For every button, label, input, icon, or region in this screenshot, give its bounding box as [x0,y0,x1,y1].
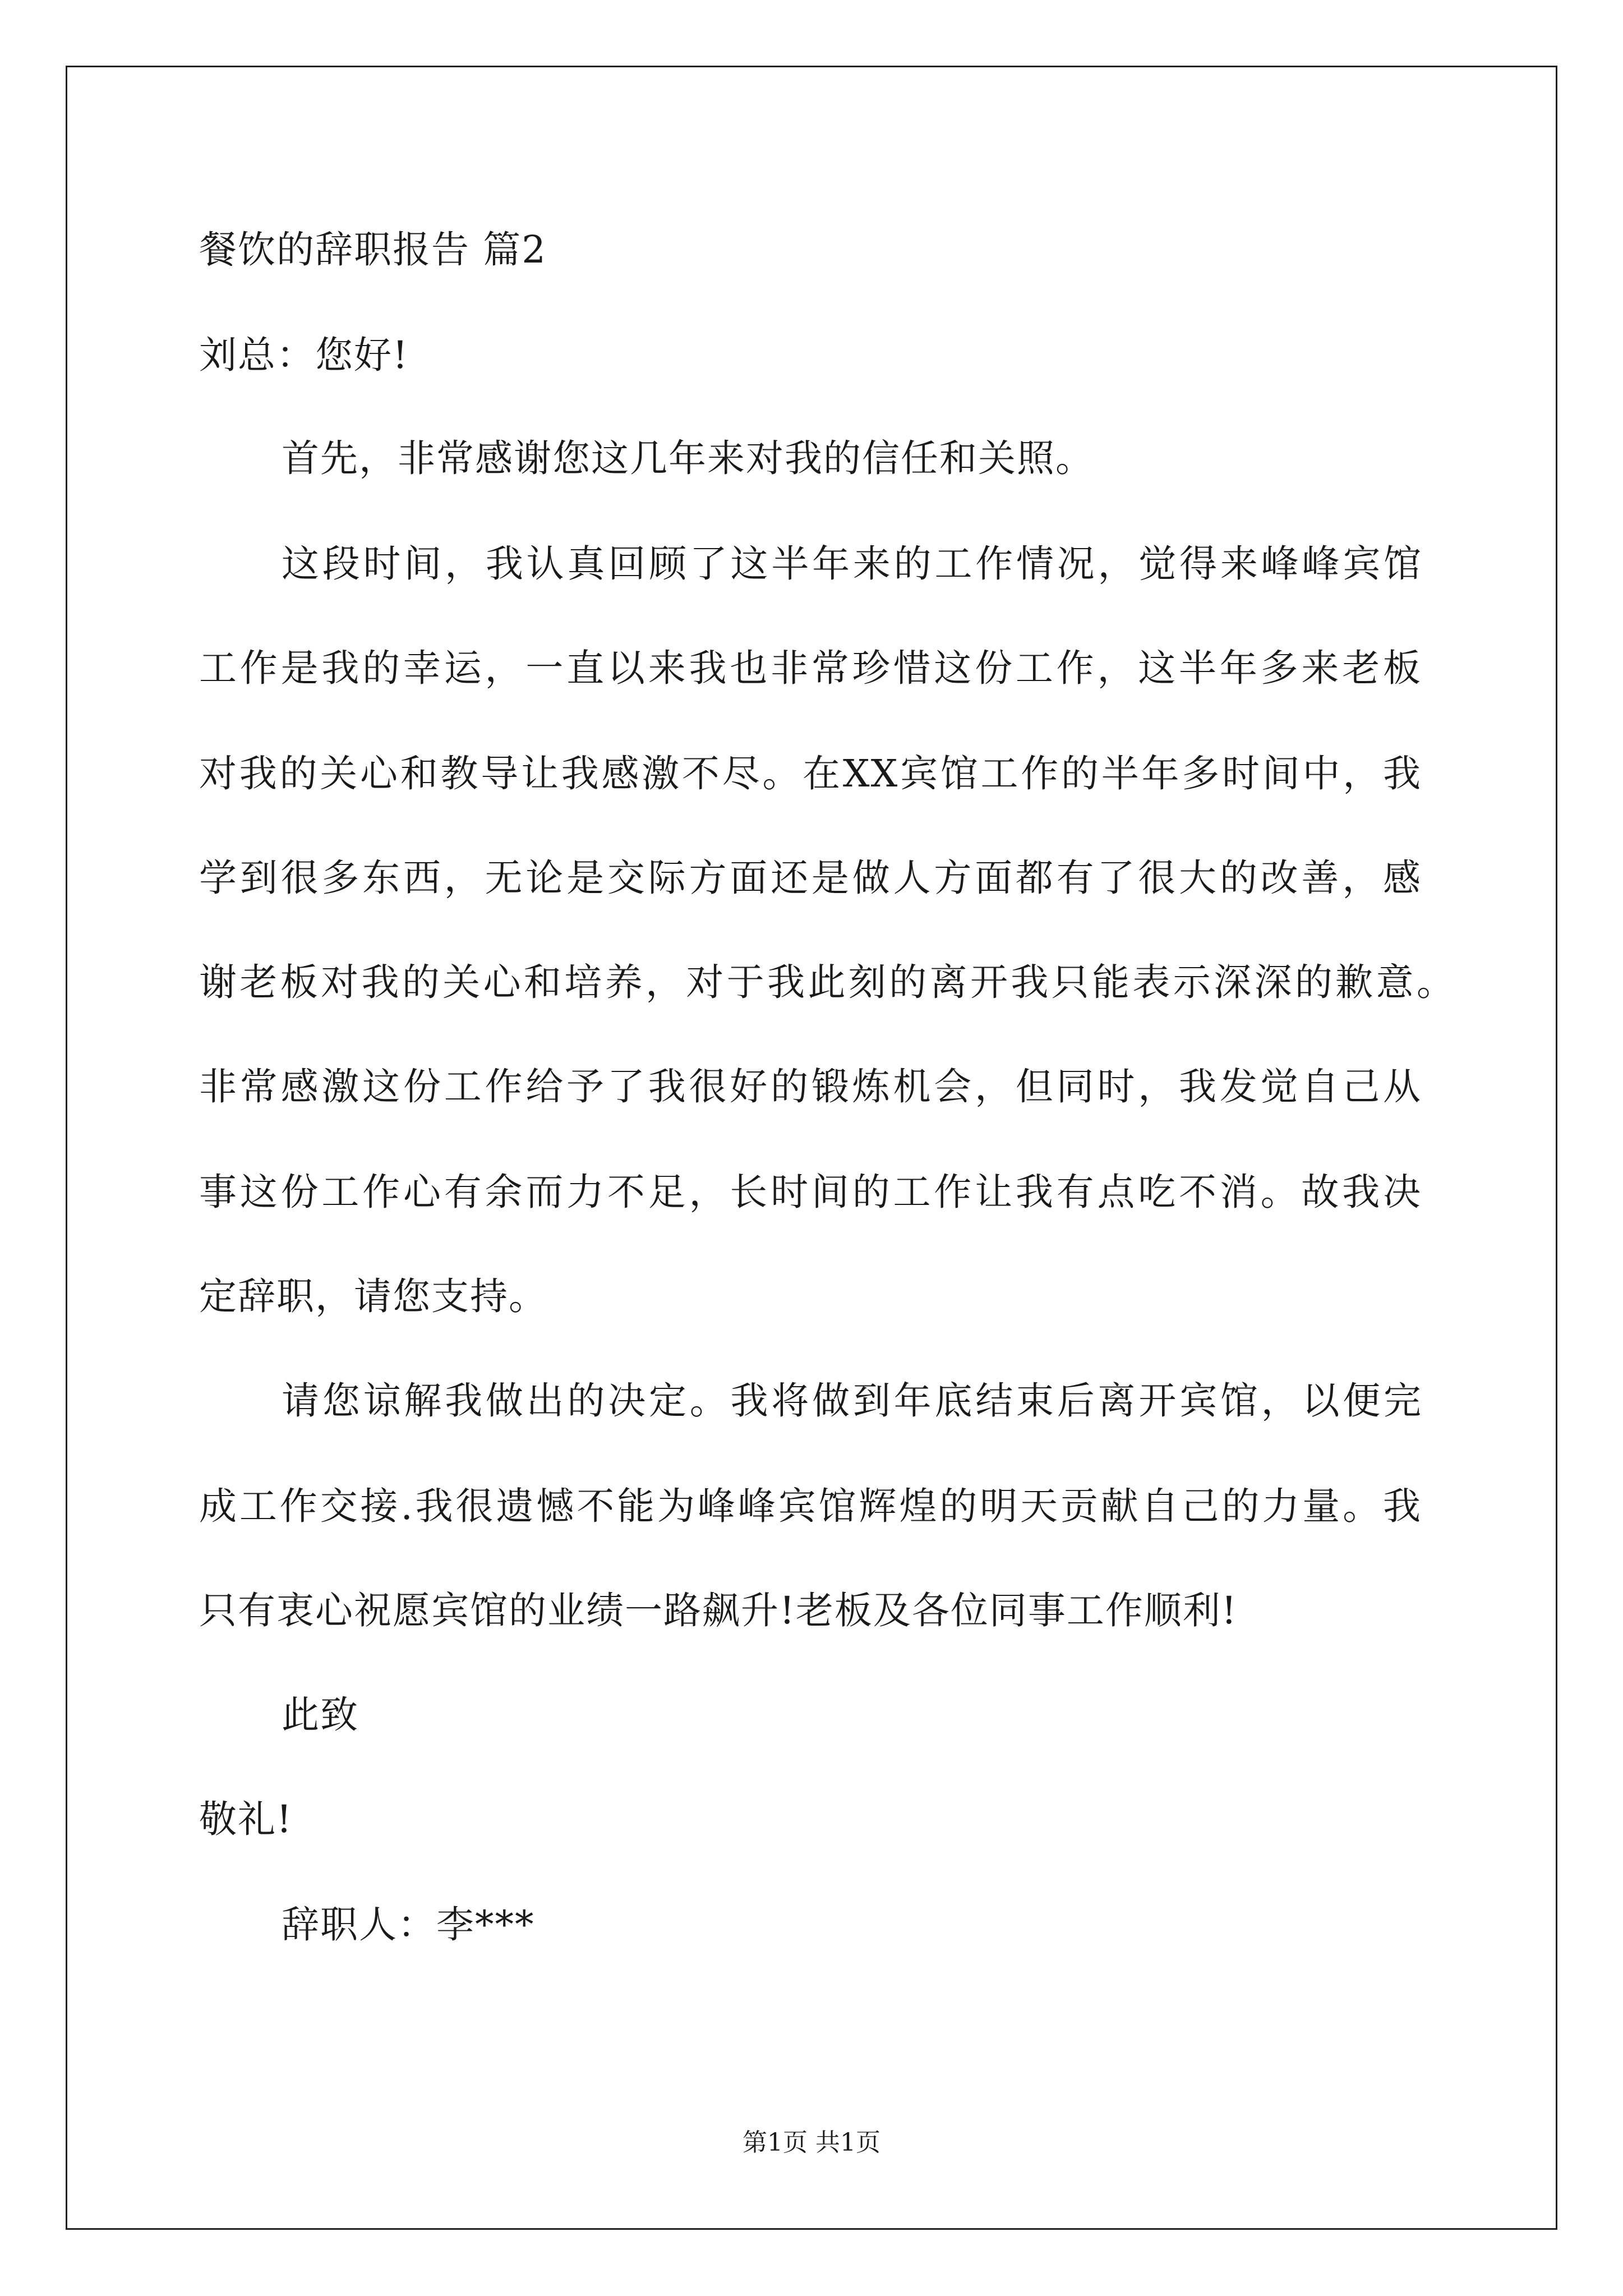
paragraph-2-line-6: 非常感激这份工作给予了我很好的锻炼机会，但同时，我发觉自己从 [199,1065,1422,1108]
paragraph-3-line-2: 成工作交接.我很遗憾不能为峰峰宾馆辉煌的明天贡献自己的力量。我 [199,1484,1422,1528]
paragraph-2-line-2: 工作是我的幸运，一直以来我也非常珍惜这份工作，这半年多来老板 [199,646,1422,690]
page-number: 第1页 共1页 [743,2128,880,2157]
closing-jingli: 敬礼! [199,1797,293,1841]
signature: 辞职人：李*** [282,1903,535,1947]
paragraph-3-line-1: 请您谅解我做出的决定。我将做到年底结束后离开宾馆，以便完 [282,1379,1422,1423]
paragraph-2-line-5: 谢老板对我的关心和培养，对于我此刻的离开我只能表示深深的歉意。 [199,960,1455,1004]
document-title: 餐饮的辞职报告 篇2 [199,228,547,272]
paragraph-3-line-3: 只有衷心祝愿宾馆的业绩一路飙升!老板及各位同事工作顺利! [199,1589,1238,1632]
paragraph-2-line-1: 这段时间，我认真回顾了这半年来的工作情况，觉得来峰峰宾馆 [282,542,1422,586]
salutation: 刘总：您好! [199,333,409,377]
paragraph-2-line-7: 事这份工作心有余而力不足，长时间的工作让我有点吃不消。故我决 [199,1170,1422,1214]
closing-cizhi: 此致 [282,1693,359,1737]
paragraph-2-line-4: 学到很多东西，无论是交际方面还是做人方面都有了很大的改善，感 [199,856,1422,900]
paragraph-2-line-8: 定辞职，请您支持。 [199,1274,547,1318]
paragraph-2-line-3: 对我的关心和教导让我感激不尽。在XX宾馆工作的半年多时间中，我 [199,752,1422,795]
paragraph-1: 首先，非常感谢您这几年来对我的信任和关照。 [282,436,1094,480]
